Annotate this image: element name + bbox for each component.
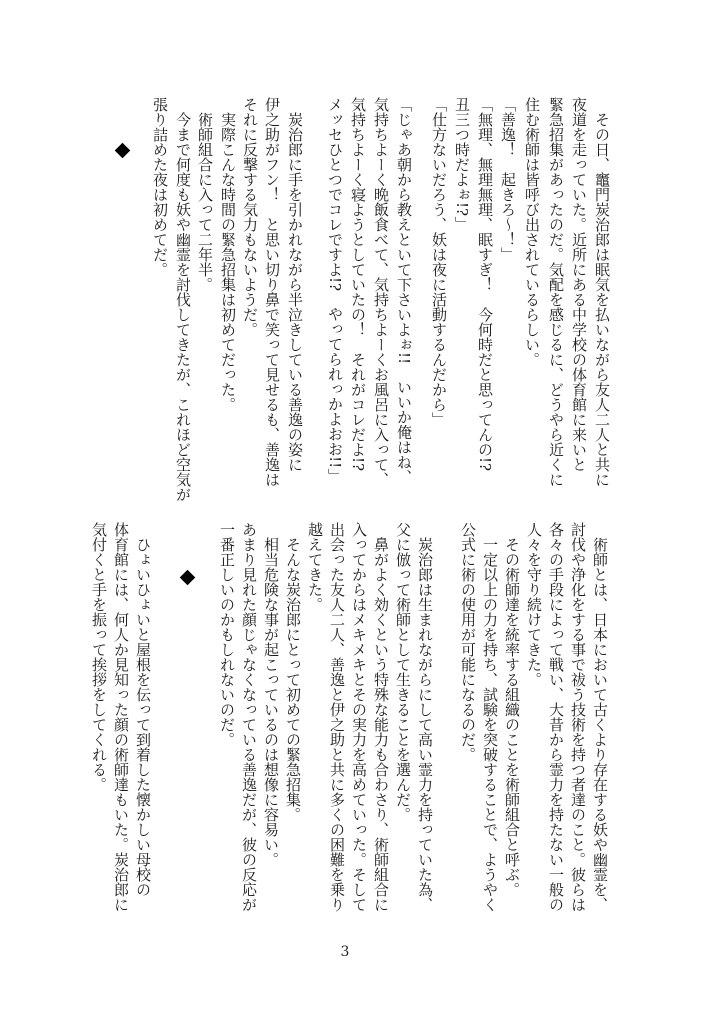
text-line: 気付くと手を振って挨拶をしてくれる。 (90, 522, 108, 792)
text-line: 相当危険な事が起こっているのは想像に容易い。 (262, 537, 280, 867)
text-line: 術師組合に入って二年半。 (196, 112, 214, 292)
text-line: あまり見れた顔じゃなくなっている善逸だが、彼の反応が (240, 522, 258, 912)
text-line: 「善逸！ 起きろ～！」 (499, 97, 517, 262)
text-line: 伊之助がフン！ と思い切り鼻で笑って見せるも、善逸は (263, 97, 281, 487)
section-break-diamond-icon (115, 143, 131, 159)
text-line: 父に倣って術師として生きることを選んだ。 (394, 522, 412, 822)
section-break-diamond-icon (180, 570, 196, 586)
text-line: 「じゃあ朝から教えといて下さいよぉ!! いいか俺はね、 (395, 97, 413, 485)
text-line: それに反撃する気力もないようだ。 (241, 97, 259, 337)
text-line: 人々を守り続けてきた。 (525, 522, 543, 687)
text-line: 張り詰めた夜は初めてだ。 (151, 97, 169, 277)
text-line: 丑三つ時だよぉ!?」 (453, 97, 471, 232)
text-line: 緊急招集があったのだ。気配を感じるに、どうやら近くに (547, 97, 565, 487)
text-line: 気持ちよーく寝ようとしていたの！ それがコレだよ!? (349, 97, 367, 472)
text-line: 各々の手段によって戦い、大昔から霊力を持たない一般の (547, 522, 565, 912)
text-line: 入ってからはメキメキとその実力を高めていった。そして (350, 522, 368, 912)
text-line: 越えてきた。 (306, 522, 324, 612)
text-line: 一定以上の力を持ち、試験を突破することで、ようやく (481, 537, 499, 912)
text-line: ひょいひょいと屋根を伝って到着した懐かしい母校の (134, 537, 152, 897)
text-line: 討伐や浄化をする事で祓う技術を持つ者達のこと。彼らは (569, 522, 587, 912)
text-line: 炭治郎に手を引かれながら半泣きしている善逸の姿に (286, 112, 304, 472)
text-line: 公式に術の使用が可能になるのだ。 (459, 522, 477, 762)
text-line: 術師とは、日本において古くより存在する妖や幽霊を、 (591, 537, 609, 912)
page-number: 3 (340, 944, 350, 960)
text-line: 鼻がよく効くという特殊な能力も合わさり、術師組合に (372, 537, 390, 912)
text-line: その日、竈門炭治郎は眠気を払いながら友人二人と共に (593, 112, 611, 487)
text-line: 住む術師は皆呼び出されているらしい。 (523, 97, 541, 367)
text-line: そんな炭治郎にとって初めての緊急招集。 (284, 537, 302, 822)
text-line: その術師達を統率する組織のことを術師組合と呼ぶ。 (503, 537, 521, 897)
text-line: 気持ちよーく晩飯食べて、気持ちよーくお風呂に入って、 (372, 97, 390, 487)
text-line: 実際こんな時間の緊急招集は初めてだった。 (219, 112, 237, 412)
text-line: 「仕方ないだろう、妖は夜に活動するんだから」 (430, 97, 448, 427)
text-line: 体育館には、何人か見知った顔の術師達もいた。炭治郎に (112, 522, 130, 912)
text-line: 炭治郎は生まれながらにして高い霊力を持っていた為、 (416, 537, 434, 912)
text-line: 一番正しいのかもしれないのだ。 (218, 522, 236, 747)
text-line: メッセひとつでコレですよ!? やってられっかよおお!!」 (326, 97, 344, 484)
text-line: 今まで何度も妖や幽霊を討伐してきたが、これほど空気が (174, 112, 192, 502)
text-line: 出会った友人二人、善逸と伊之助と共に多くの困難を乗り (328, 522, 346, 912)
text-line: 夜道を走っていた。近所にある中学校の体育館に来いと (570, 97, 588, 472)
text-line: 「無理、無理無理、眠すぎ！ 今何時だと思ってんの!? (476, 97, 494, 472)
